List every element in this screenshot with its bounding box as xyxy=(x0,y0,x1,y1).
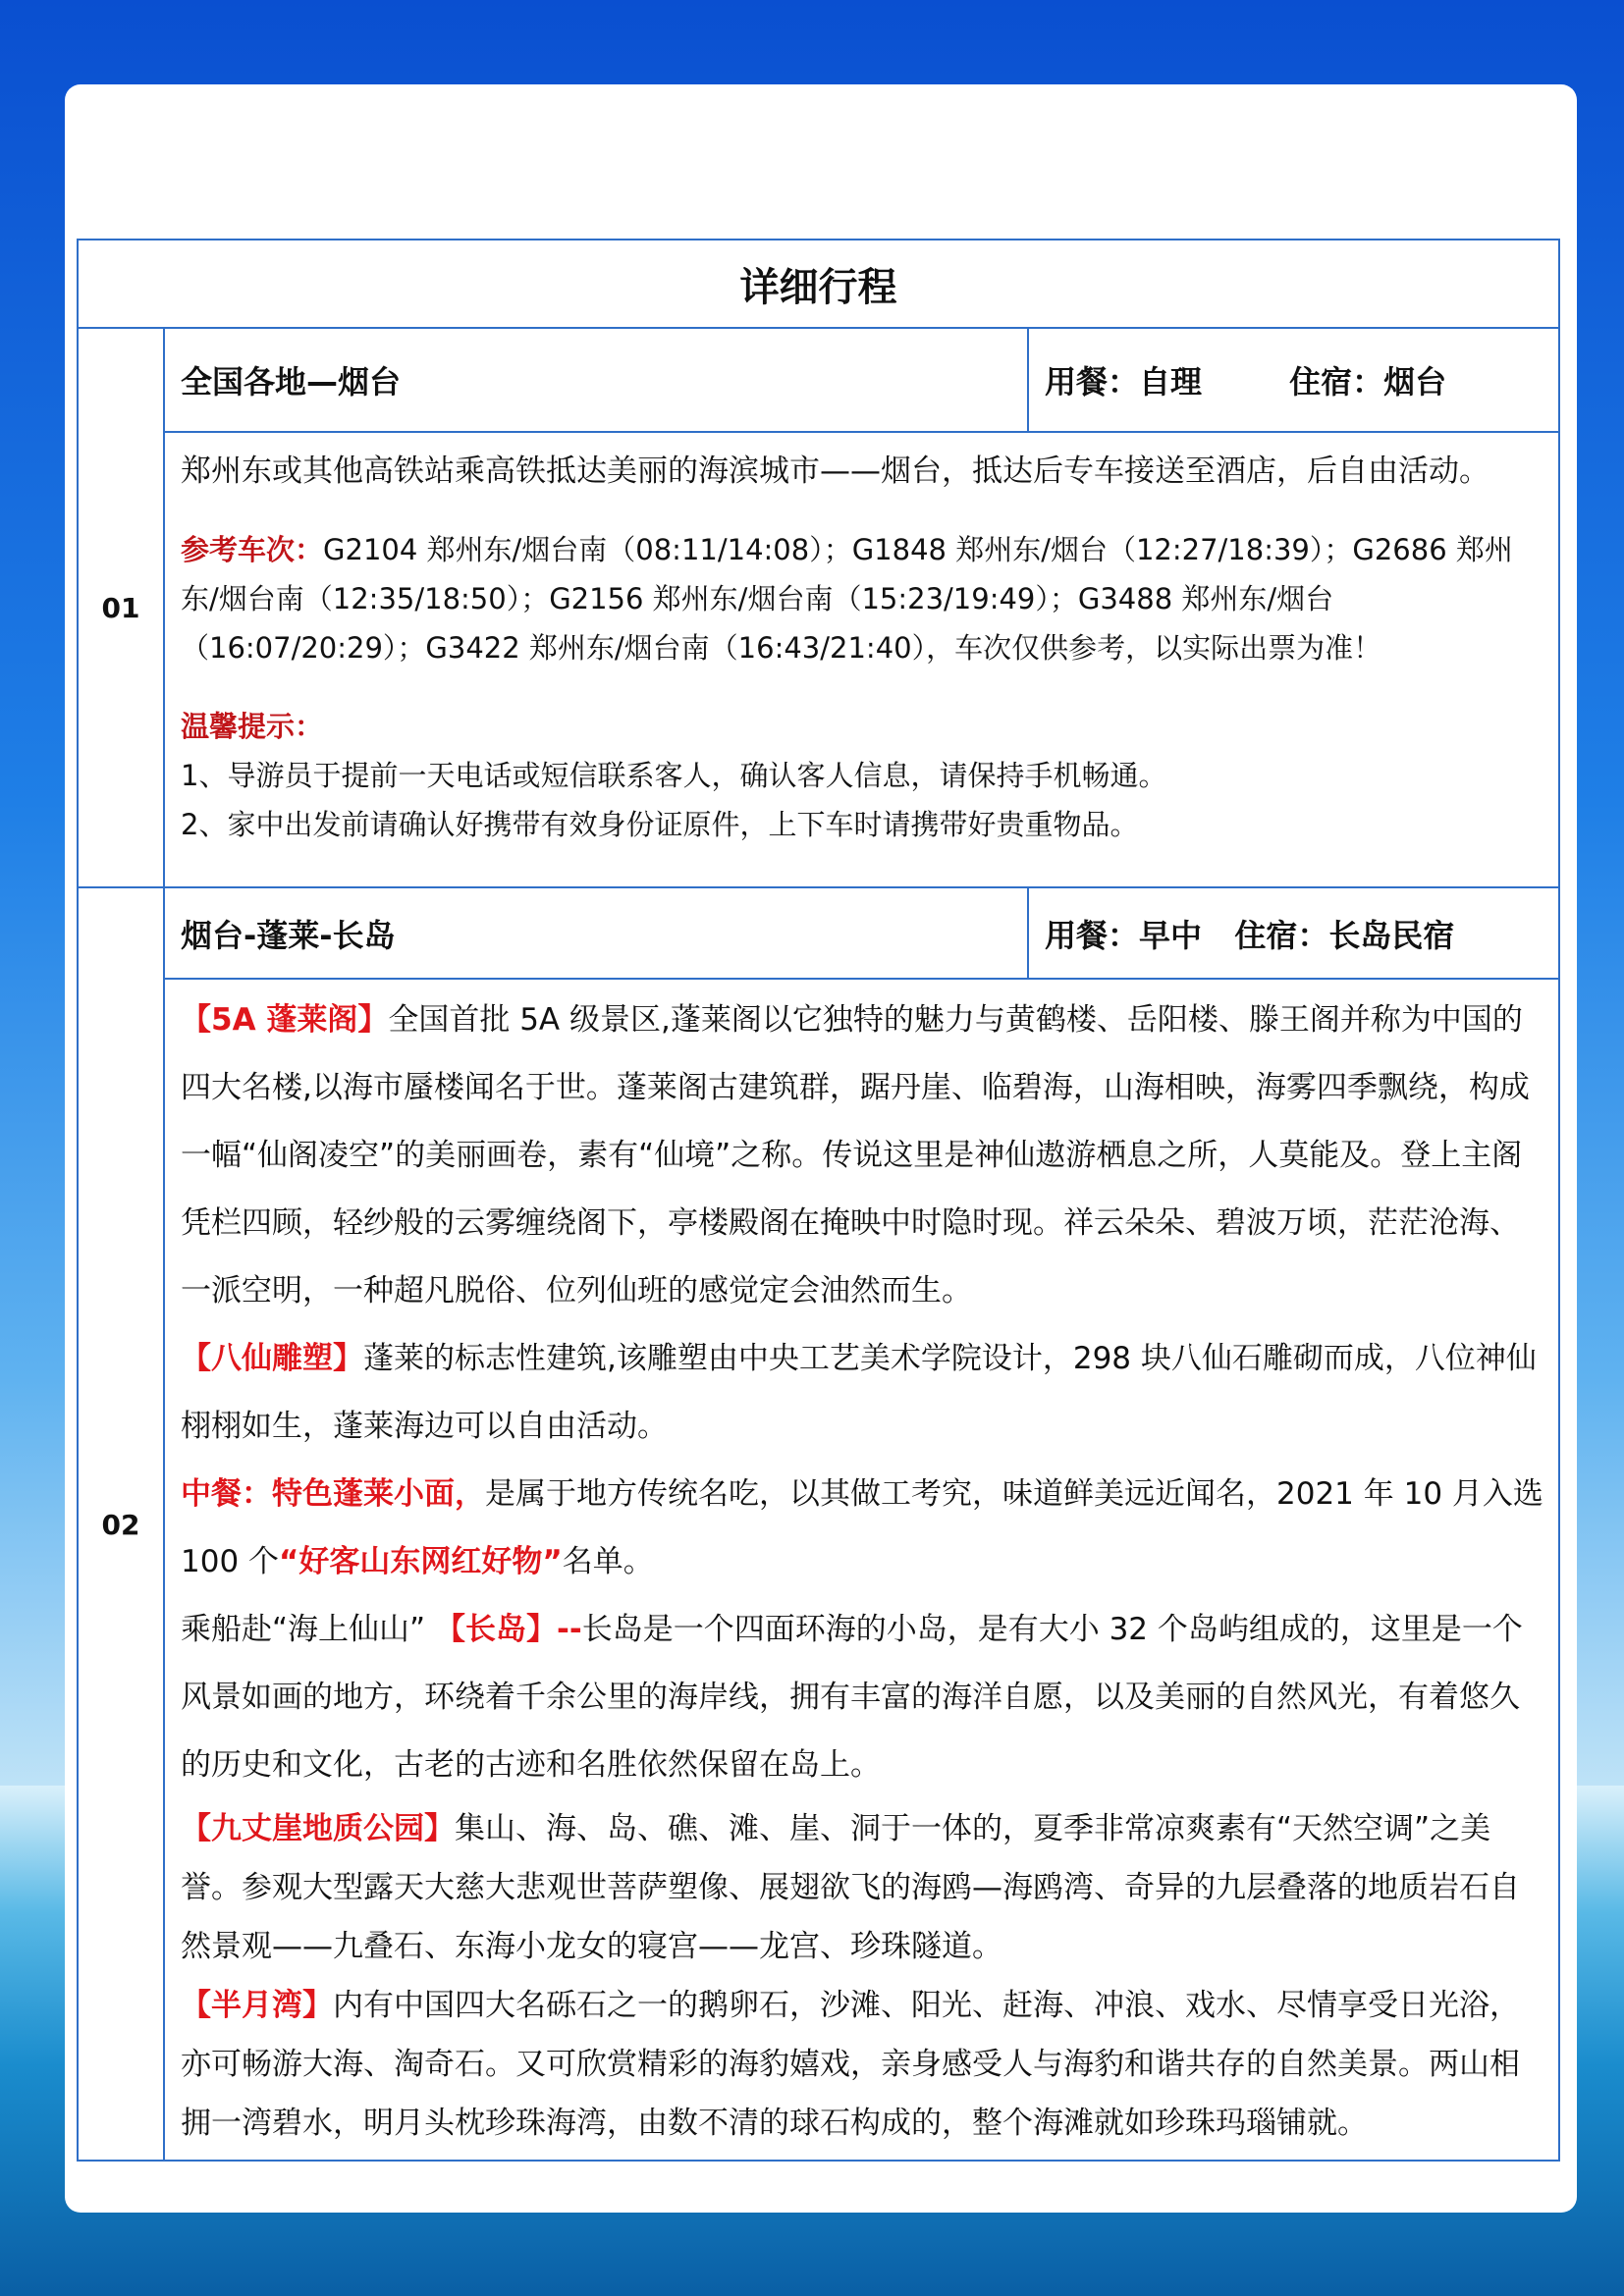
day-row-02 xyxy=(79,888,1558,2162)
day-header xyxy=(165,329,1558,433)
day-meals-lodging: 用餐：自理 住宿：烟台 xyxy=(1045,363,1447,400)
attraction-jiuzhangya: 【九丈崖地质公园】集山、海、岛、礁、滩、崖、洞于一体的，夏季非常凉爽素有“天然空调”之美誉。参观大型露天大慈大悲观世菩萨塑像、展翅欲飞的海鸥—海鸥湾、奇异的九层叠落的地质岩石自然景观——九叠石、东海小龙女的寝宫——龙宫、珍珠隧道。 xyxy=(181,1811,1520,1964)
attraction-changdao: 乘船赴“海上仙山” 【长岛】--长岛是一个四面环海的小岛，是有大小 32 个岛屿组成的，这里是一个风景如画的地方，环绕着千余公里的海岸线，拥有丰富的海洋自愿，以及美丽的自然风光，有着悠久的历史和文化，古老的古迹和名胜依然保留在岛上。 xyxy=(181,1612,1523,1783)
attraction-penglai: 【5A 蓬莱阁】全国首批 5A 级景区,蓬莱阁以它独特的魅力与黄鹤楼、岳阳楼、滕王阁并称为中国的四大名楼,以海市蜃楼闻名于世。蓬莱阁古建筑群，踞丹崖、临碧海，山海相映，海雾四季飘绕，构成一幅“仙阁凌空”的美丽画卷，素有“仙境”之称。传说这里是神仙遨游栖息之所，人莫能及。登上主阁凭栏四顾，轻纱般的云雾缠绕阁下，亭楼殿阁在掩映中时隐时现。祥云朵朵、碧波万顷，茫茫沧海、一派空明，一种超凡脱俗、位列仙班的感觉定会油然而生。 xyxy=(181,1002,1530,1308)
lunch-info: 中餐：特色蓬莱小面，是属于地方传统名吃，以其做工考究，味道鲜美远近闻名，2021 年 10 月入选 100 个“好客山东网红好物”名单。 xyxy=(181,1476,1543,1579)
day-body xyxy=(165,980,1558,2162)
day-route: 全国各地—烟台 xyxy=(165,329,1029,431)
itinerary-title: 详细行程 xyxy=(79,240,1558,329)
day-route: 烟台-蓬莱-长岛 xyxy=(165,888,1029,978)
tips-label: 温馨提示： xyxy=(181,710,324,743)
day-number: 02 xyxy=(79,888,165,2162)
itinerary-table xyxy=(77,239,1560,2162)
day-body xyxy=(165,433,1558,886)
tip-item: 2、家中出发前请确认好携带有效身份证原件，上下车时请携带好贵重物品。 xyxy=(181,808,1139,841)
day-intro: 郑州东或其他高铁站乘高铁抵达美丽的海滨城市——烟台，抵达后专车接送至酒店，后自由活动。 xyxy=(181,454,1489,489)
day-row-01 xyxy=(79,329,1558,888)
tip-item: 1、导游员于提前一天电话或短信联系客人，确认客人信息，请保持手机畅通。 xyxy=(181,759,1167,792)
day-number: 01 xyxy=(79,329,165,886)
train-label: 参考车次： xyxy=(181,533,324,566)
train-list: G2104 郑州东/烟台南（08:11/14:08）；G1848 郑州东/烟台（12:27/18:39）；G2686 郑州东/烟台南（12:35/18:50）；G2156 郑州东/烟台南（15:23/19:49）；G3488 郑州东/烟台（16:07/20:29）；G3422 郑州东/烟台南（16:43/21:40），车次仅供参考，以实际出票为准！ xyxy=(181,533,1513,665)
train-info xyxy=(181,525,1544,672)
attraction-banyuewan: 【半月湾】内有中国四大名砾石之一的鹅卵石，沙滩、阳光、赶海、冲浪、戏水、尽情享受日光浴，亦可畅游大海、淘奇石。又可欣赏精彩的海豹嬉戏，亲身感受人与海豹和谐共存的自然美景。两山相拥一湾碧水，明月头枕珍珠海湾，由数不清的球石构成的，整个海滩就如珍珠玛瑙铺就。 xyxy=(181,1988,1520,2141)
attraction-baxian: 【八仙雕塑】蓬莱的标志性建筑,该雕塑由中央工艺美术学院设计，298 块八仙石雕砌而成，八位神仙栩栩如生，蓬莱海边可以自由活动。 xyxy=(181,1341,1537,1444)
day-header xyxy=(165,888,1558,980)
day-meals-lodging: 用餐：早中 住宿：长岛民宿 xyxy=(1045,916,1455,954)
